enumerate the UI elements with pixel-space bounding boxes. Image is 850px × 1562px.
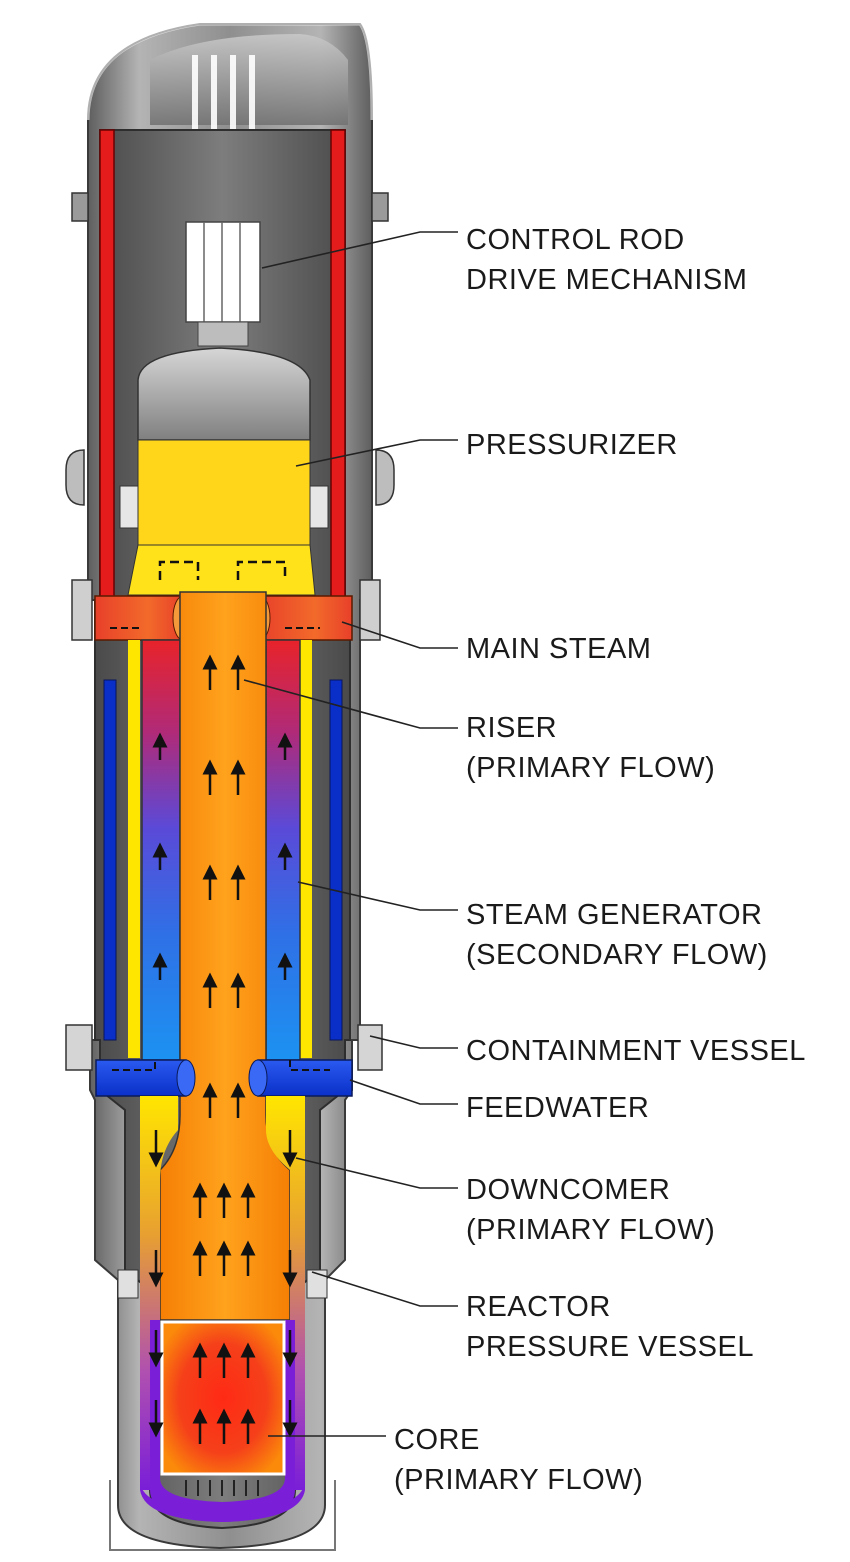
pressurizer bbox=[120, 348, 328, 545]
label-line: (PRIMARY FLOW) bbox=[466, 752, 716, 784]
label-containment-vessel bbox=[466, 1031, 806, 1071]
label-downcomer bbox=[466, 1170, 715, 1250]
label-line: PRESSURIZER bbox=[466, 429, 678, 461]
label-feedwater bbox=[466, 1088, 649, 1128]
label-line: STEAM GENERATOR bbox=[466, 899, 763, 931]
label-line: DRIVE MECHANISM bbox=[466, 264, 748, 296]
label-line: DOWNCOMER bbox=[466, 1174, 671, 1206]
label-line: (PRIMARY FLOW) bbox=[394, 1464, 644, 1496]
label-core bbox=[394, 1420, 643, 1500]
label-steam-generator bbox=[466, 895, 768, 975]
leader-rpv bbox=[312, 1272, 458, 1306]
leader-containment-vessel bbox=[370, 1036, 458, 1048]
label-riser bbox=[466, 708, 715, 788]
leader-feedwater bbox=[350, 1080, 458, 1104]
label-line: CONTAINMENT VESSEL bbox=[466, 1035, 806, 1067]
label-main-steam bbox=[466, 629, 651, 669]
label-line: PRESSURE VESSEL bbox=[466, 1331, 754, 1363]
label-line: (PRIMARY FLOW) bbox=[466, 1214, 716, 1246]
label-line: RISER bbox=[466, 712, 558, 744]
core bbox=[162, 1322, 284, 1496]
label-line: CONTROL ROD bbox=[466, 224, 685, 256]
label-line: CORE bbox=[394, 1424, 480, 1456]
label-line: REACTOR bbox=[466, 1291, 611, 1323]
upper-plenum bbox=[128, 545, 315, 595]
label-line: FEEDWATER bbox=[466, 1092, 650, 1124]
label-line: (SECONDARY FLOW) bbox=[466, 939, 768, 971]
label-control-rod-drive-mechanism bbox=[466, 220, 747, 300]
label-line: MAIN STEAM bbox=[466, 633, 652, 665]
label-pressurizer bbox=[466, 425, 678, 465]
label-reactor-pressure-vessel bbox=[466, 1287, 754, 1367]
